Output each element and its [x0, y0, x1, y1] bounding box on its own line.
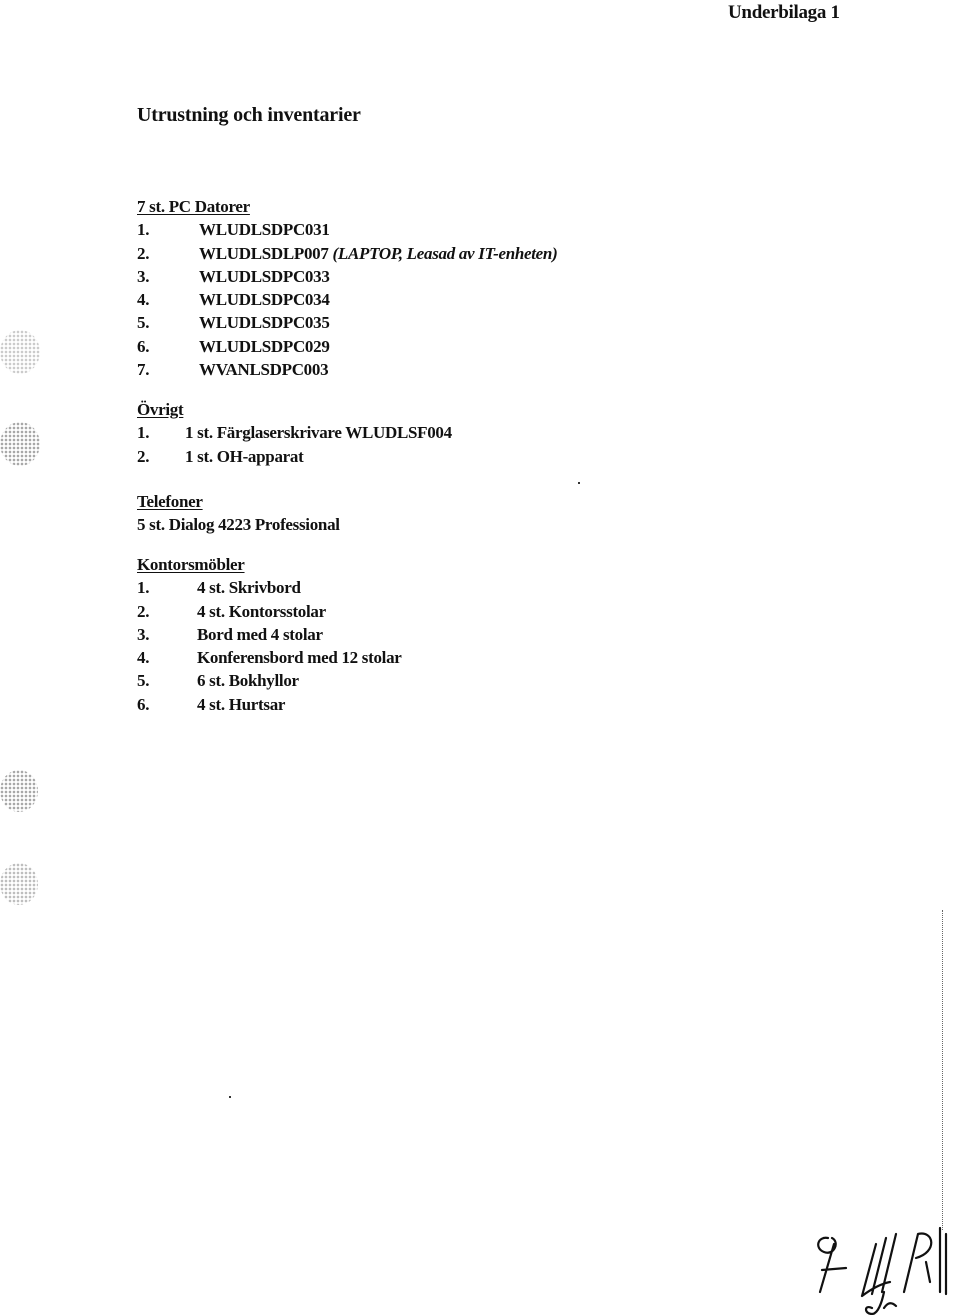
list-item	[137, 623, 402, 646]
list-item	[137, 693, 402, 716]
attachment-label: Underbilaga 1	[728, 2, 840, 23]
list-item	[137, 335, 557, 358]
item-number: 6.	[137, 694, 150, 714]
item-text: WLUDLSDPC035	[199, 313, 330, 333]
item-text: 4 st. Skrivbord	[197, 578, 301, 598]
list-item	[137, 311, 557, 334]
item-text: 4 st. Hurtsar	[197, 694, 286, 714]
list-item	[137, 669, 402, 692]
list-item	[137, 242, 557, 265]
item-text: Konferensbord med 12 stolar	[197, 648, 402, 668]
item-number: 6.	[137, 336, 150, 356]
scan-speck	[0, 770, 38, 812]
item-text: WLUDLSDLP007	[199, 243, 333, 263]
item-text: 6 st. Bokhyllor	[197, 671, 299, 691]
item-number: 4.	[137, 290, 150, 310]
list-item	[137, 288, 557, 311]
item-number: 2.	[137, 601, 150, 621]
ovrigt-section-heading: Övrigt	[137, 400, 184, 419]
item-number: 5.	[137, 313, 150, 333]
item-number: 1.	[137, 220, 150, 240]
scan-speck	[0, 422, 40, 466]
list-item	[137, 218, 557, 241]
telefoner-section	[137, 490, 340, 537]
list-item	[137, 265, 557, 288]
pc-section-heading: 7 st. PC Datorer	[137, 197, 250, 216]
scan-speck	[578, 482, 580, 484]
item-text: WVANLSDPC003	[199, 360, 329, 380]
item-text: WLUDLSDPC029	[199, 336, 330, 356]
kontorsmobler-section	[137, 553, 402, 716]
item-number: 7.	[137, 360, 150, 380]
item-text: WLUDLSDPC034	[199, 290, 330, 310]
page-title: Utrustning och inventarier	[137, 104, 361, 126]
item-note: (LAPTOP, Leasad av IT-enheten)	[332, 243, 558, 263]
scan-speck	[0, 863, 38, 905]
item-text: 1 st. Färglaserskrivare WLUDLSF004	[185, 423, 452, 443]
item-number: 5.	[137, 671, 150, 691]
pc-section	[137, 195, 557, 381]
list-item	[137, 600, 402, 623]
item-text: Bord med 4 stolar	[197, 624, 323, 644]
telefoner-line: 5 st. Dialog 4223 Professional	[137, 515, 340, 535]
list-item	[137, 576, 402, 599]
list-item	[137, 421, 452, 444]
item-number: 1.	[137, 423, 150, 443]
item-text: WLUDLSDPC033	[199, 266, 330, 286]
telefoner-section-heading: Telefoner	[137, 492, 203, 511]
item-number: 4.	[137, 648, 150, 668]
scan-speck	[229, 1096, 231, 1098]
item-number: 2.	[137, 446, 150, 466]
item-number: 2.	[137, 243, 150, 263]
list-item	[137, 358, 557, 381]
ovrigt-section	[137, 398, 452, 468]
item-text: WLUDLSDPC031	[199, 220, 330, 240]
handwritten-initials	[800, 1222, 960, 1315]
item-number: 1.	[137, 578, 150, 598]
item-number: 3.	[137, 266, 150, 286]
kontorsmobler-section-heading: Kontorsmöbler	[137, 555, 245, 574]
item-text: 1 st. OH-apparat	[185, 446, 304, 466]
item-text: 4 st. Kontorsstolar	[197, 601, 326, 621]
list-item	[137, 646, 402, 669]
scan-speck	[0, 330, 40, 374]
margin-line	[942, 910, 943, 1230]
item-number: 3.	[137, 624, 150, 644]
list-item	[137, 445, 452, 468]
